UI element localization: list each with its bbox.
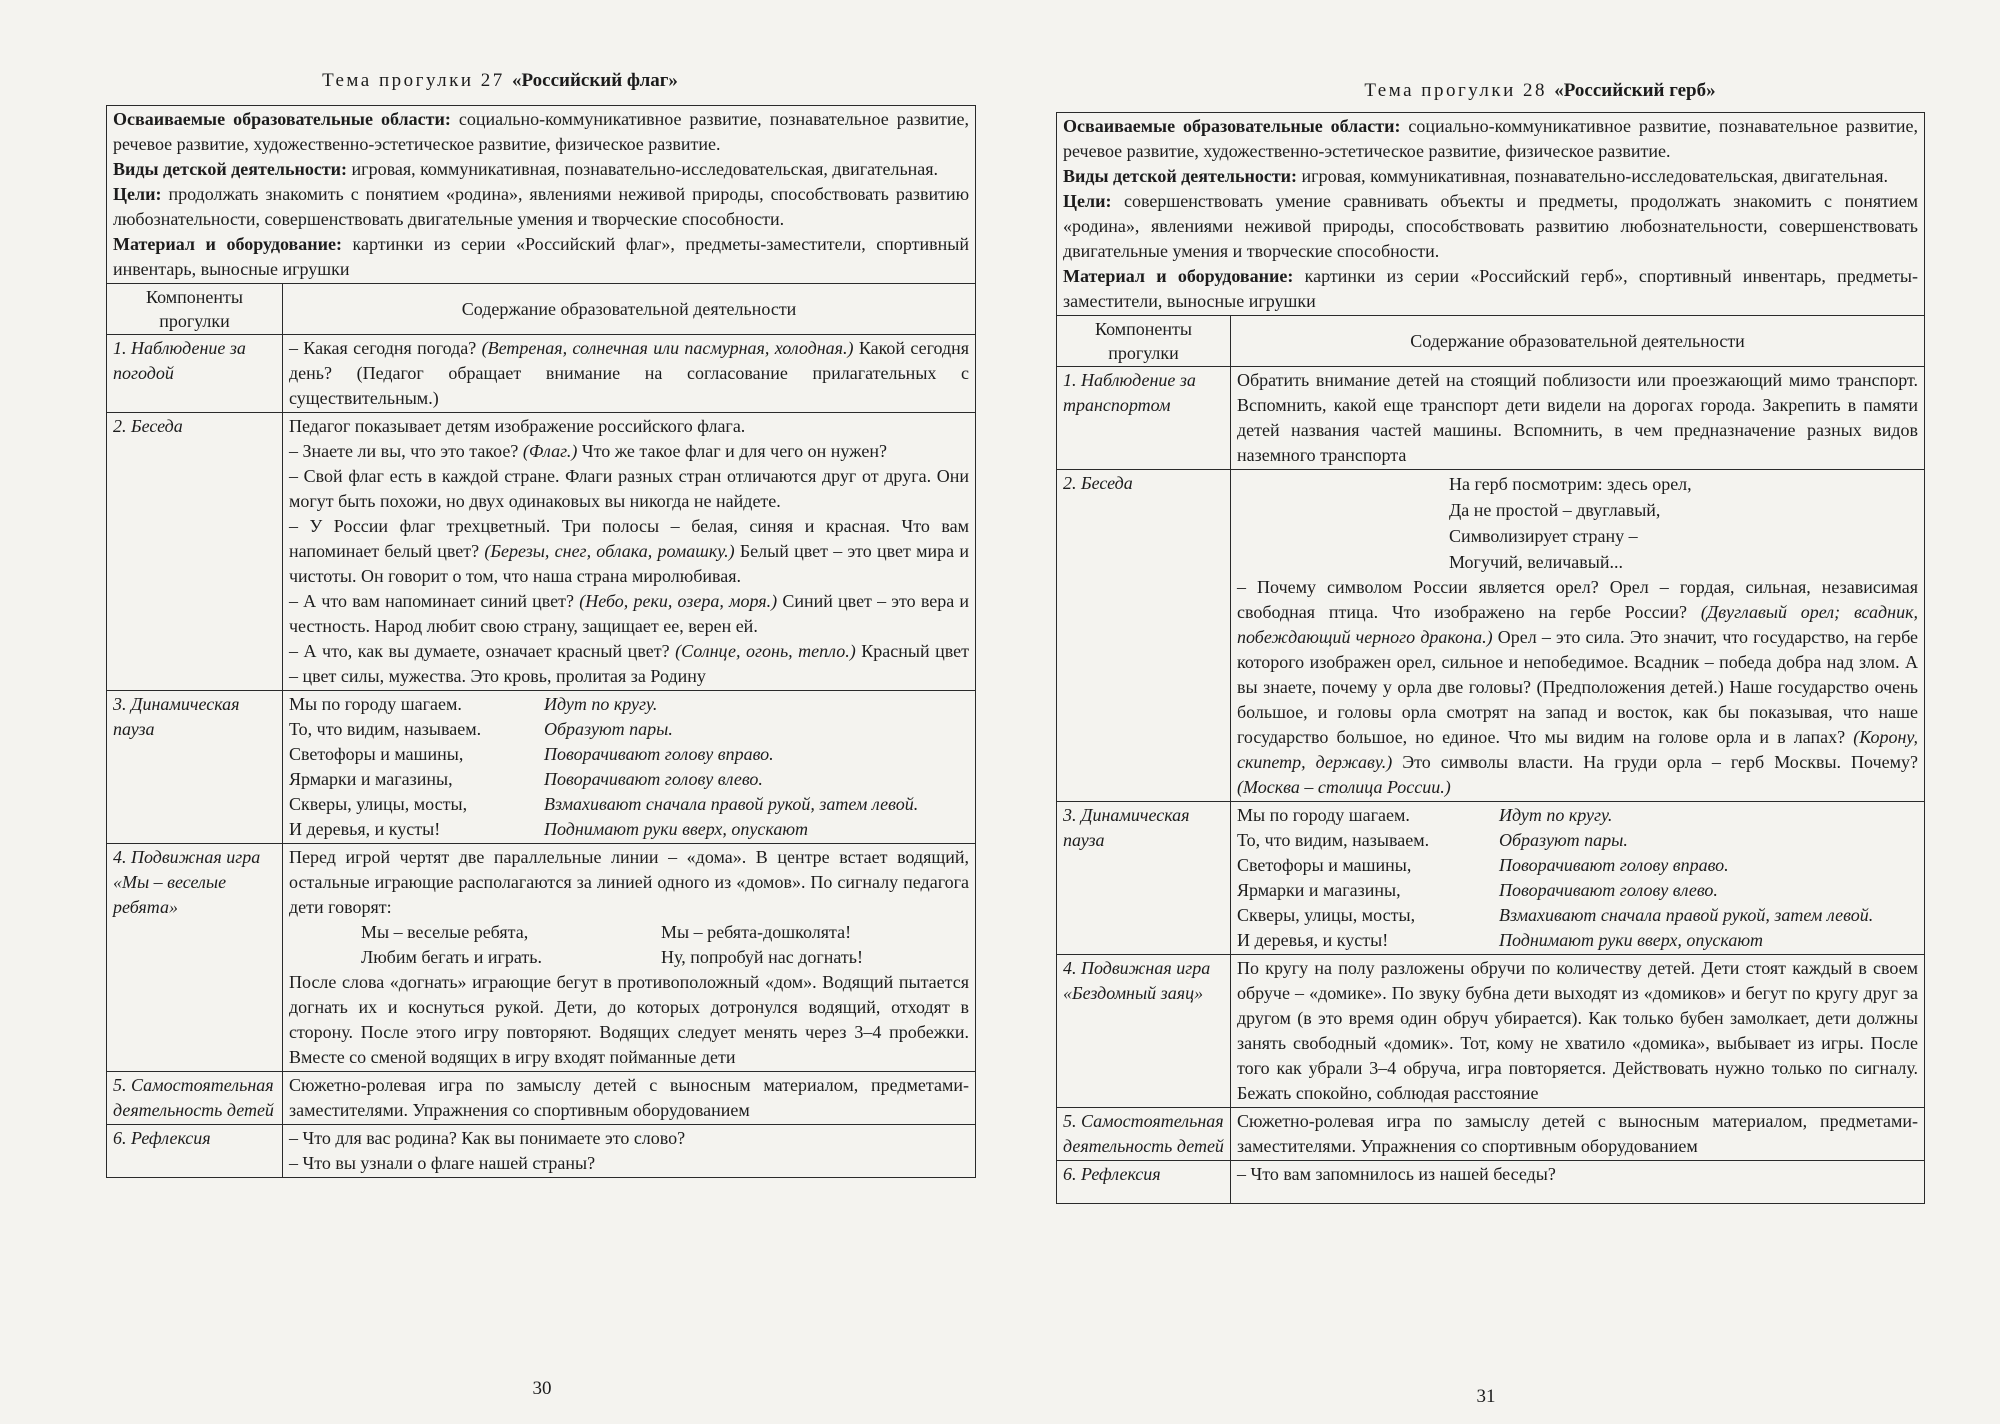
row-content: – Что вам запомнилось из нашей беседы?	[1231, 1161, 1925, 1204]
table-row	[107, 413, 976, 691]
left-page-number: 30	[532, 1378, 552, 1399]
row-component-label: 5. Самостоятельная деятельность детей	[107, 1072, 283, 1125]
right-table-header	[1057, 316, 1925, 367]
row-content: На герб посмотрим: здесь орел, Да не простой – двуглавый, Символизирует страну – Могучий, величавый... – Почему символом России является орел? Орел – гордая, сильная, независимая свободная птица. Что изображено на гербе России? (Двуглавый орел; всадник, побеждающий черного дракона.) Орел – это сила. Это значит, что государство, на гербе которого изображен орел, сильное и непобедимое. Всадник – победа добра над злом. А вы знаете, почему у орла две головы? (Предположения детей.) Наше государство очень большое, и головы орла смотрят на запад и восток, как бы показывая, что наше государство большое, но единое. Что мы видим на голове орла и в лапах? (Корону, скипетр, державу.) Это символы власти. На груди орла – герб Москвы. Почему? (Москва – столица России.)	[1231, 470, 1925, 802]
table-row	[1057, 470, 1925, 802]
table-row	[1057, 367, 1925, 470]
left-intro-block: Осваиваемые образовательные области: социально-коммуникативное развитие, познавательное развитие, речевое развитие, художественно-эстетическое развитие, физическое развитие. Виды детской деятельности: игровая, коммуникативная, познавательно-исследовательская, двигательная. Цели: продолжать знакомить с понятием «родина», явлениями неживой природы, способствовать развитию любознательности, совершенствовать двигательные умения и творческие способности. Материал и оборудование: картинки из серии «Российский флаг», предметы-заместители, спортивный инвентарь, выносные игрушки	[107, 106, 976, 284]
row-content: – Что для вас родина? Как вы понимаете это слово? – Что вы узнали о флаге нашей страны?	[283, 1125, 976, 1178]
column-header-content: Содержание образовательной деятельности	[283, 284, 976, 335]
table-row	[1057, 955, 1925, 1108]
row-component-label: 1. Наблюдение за погодой	[107, 335, 283, 413]
column-header-components: Компоненты прогулки	[107, 284, 283, 335]
row-component-label: 3. Динамическая пауза	[1057, 802, 1231, 955]
row-component-label: 4. Подвижная игра «Бездомный заяц»	[1057, 955, 1231, 1108]
right-page	[1000, 0, 2000, 1424]
row-content: Обратить внимание детей на стоящий поблизости или проезжающий мимо транспорт. Вспомнить, какой еще транспорт дети видели на дорогах города. Закрепить в памяти детей названия частей машины. Вспомнить, в чем предназначение разных видов наземного транспорта	[1231, 367, 1925, 470]
row-component-label: 4. Подвижная игра «Мы – веселые ребята»	[107, 844, 283, 1072]
row-content: Сюжетно-ролевая игра по замыслу детей с выносным материалом, предметами-заместителями. Упражнения со спортивным оборудованием	[283, 1072, 976, 1125]
table-row	[107, 1072, 976, 1125]
left-table-header	[107, 284, 976, 335]
right-page-number: 31	[1476, 1386, 1496, 1407]
coat-of-arms-verse: На герб посмотрим: здесь орел, Да не простой – двуглавый, Символизирует страну – Могучий, величавый...	[1449, 474, 1692, 572]
row-component-label: 6. Рефлексия	[107, 1125, 283, 1178]
row-component-label: 2. Беседа	[107, 413, 283, 691]
left-walk-table	[106, 105, 976, 1178]
row-content: – Какая сегодня погода? (Ветреная, солнечная или пасмурная, холодная.) Какой сегодня день? (Педагог обращает внимание на согласование прилагательных с существительным.)	[283, 335, 976, 413]
dynamic-pause-verse: Мы по городу шагаем. Идут по кругу. То, что видим, называем. Образуют пары. Светофоры и машины, Поворачивают голову вправо. Ярмарки и магазины, Поворачивают голову влево. Скверы, улицы, мосты, Взмахивают сначала правой рукой, затем левой. И деревья, и кусты! Поднимают руки вверх, опускают	[289, 694, 919, 839]
right-walk-table	[1056, 112, 1925, 1204]
table-row	[107, 1125, 976, 1178]
column-header-content: Содержание образовательной деятельности	[1231, 316, 1925, 367]
row-component-label: 1. Наблюдение за транспортом	[1057, 367, 1231, 470]
column-header-components: Компоненты прогулки	[1057, 316, 1231, 367]
dynamic-pause-verse: Мы по городу шагаем. Идут по кругу. То, что видим, называем. Образуют пары. Светофоры и машины, Поворачивают голову вправо. Ярмарки и магазины, Поворачивают голову влево. Скверы, улицы, мосты, Взмахивают сначала правой рукой, затем левой. И деревья, и кусты! Поднимают руки вверх, опускают	[1237, 805, 1874, 950]
table-row	[1057, 802, 1925, 955]
table-row	[1057, 1161, 1925, 1204]
table-row	[107, 691, 976, 844]
row-content	[1231, 802, 1925, 955]
row-content: Перед игрой чертят две параллельные линии – «дома». В центре встает водящий, остальные играющие располагаются за линией одного из «домов». По сигналу педагога дети говорят: Мы – веселые ребята, Мы – ребята-дошколята! Любим бегать и играть. Ну, попробуй нас догнать! После слова «догнать» играющие бегут в противоположный «дом». Водящий пытается догнать их и коснуться рукой. Дети, до которых дотронулся водящий, отходят в сторону. После этого игру повторяют. Водящих следует менять через 3–4 пробежки. Вместе со сменой водящих в игру входят пойманные дети	[283, 844, 976, 1072]
row-content: Сюжетно-ролевая игра по замыслу детей с выносным материалом, предметами-заместителями. Упражнения со спортивным оборудованием	[1231, 1108, 1925, 1161]
right-intro-block: Осваиваемые образовательные области: социально-коммуникативное развитие, познавательное развитие, речевое развитие, художественно-эстетическое развитие, физическое развитие. Виды детской деятельности: игровая, коммуникативная, познавательно-исследовательская, двигательная. Цели: совершенствовать умение сравнивать объекты и предметы, продолжать знакомить с понятием «родина», явлениями неживой природы, способствовать развитию любознательности, совершенствовать двигательные умения и творческие способности. Материал и оборудование: картинки из серии «Российский герб», спортивный инвентарь, предметы-заместители, выносные игрушки	[1057, 113, 1925, 316]
left-page-title: Тема прогулки 27 «Российский флаг»	[322, 70, 678, 91]
row-component-label: 6. Рефлексия	[1057, 1161, 1231, 1204]
game-chant: Мы – веселые ребята, Мы – ребята-дошколята! Любим бегать и играть. Ну, попробуй нас догнать!	[361, 922, 863, 967]
row-content: По кругу на полу разложены обручи по количеству детей. Дети стоят каждый в своем обруче – «домике». По звуку бубна дети выходят из «домиков» и бегут по кругу друг за другом (в это время один обруч убирается). Как только бубен замолкает, дети должны занять свободный «домик». Тот, кому не хватило «домика», выбывает из игры. После того как убрали 3–4 обруча, игра повторяется. Действовать нужно только по сигналу. Бежать спокойно, соблюдая расстояние	[1231, 955, 1925, 1108]
right-page-title: Тема прогулки 28 «Российский герб»	[1364, 80, 1716, 101]
table-row	[107, 335, 976, 413]
row-component-label: 5. Самостоятельная деятельность детей	[1057, 1108, 1231, 1161]
table-row	[107, 844, 976, 1072]
row-component-label: 2. Беседа	[1057, 470, 1231, 802]
row-component-label: 3. Динамическая пауза	[107, 691, 283, 844]
row-content: Педагог показывает детям изображение российского флага. – Знаете ли вы, что это такое? (Флаг.) Что же такое флаг и для чего он нужен? – Свой флаг есть в каждой стране. Флаги разных стран отличаются друг от друга. Они могут быть похожи, но двух одинаковых вы никогда не найдете. – У России флаг трехцветный. Три полосы – белая, синяя и красная. Что вам напоминает белый цвет? (Березы, снег, облака, ромашку.) Белый цвет – это цвет мира и чистоты. Он говорит о том, что наша страна миролюбивая. – А что вам напоминает синий цвет? (Небо, реки, озера, моря.) Синий цвет – это вера и честность. Народ любит свою страну, защищает ее, верен ей. – А что, как вы думаете, означает красный цвет? (Солнце, огонь, тепло.) Красный цвет – цвет силы, мужества. Это кровь, пролитая за Родину	[283, 413, 976, 691]
table-row	[1057, 1108, 1925, 1161]
row-content	[283, 691, 976, 844]
